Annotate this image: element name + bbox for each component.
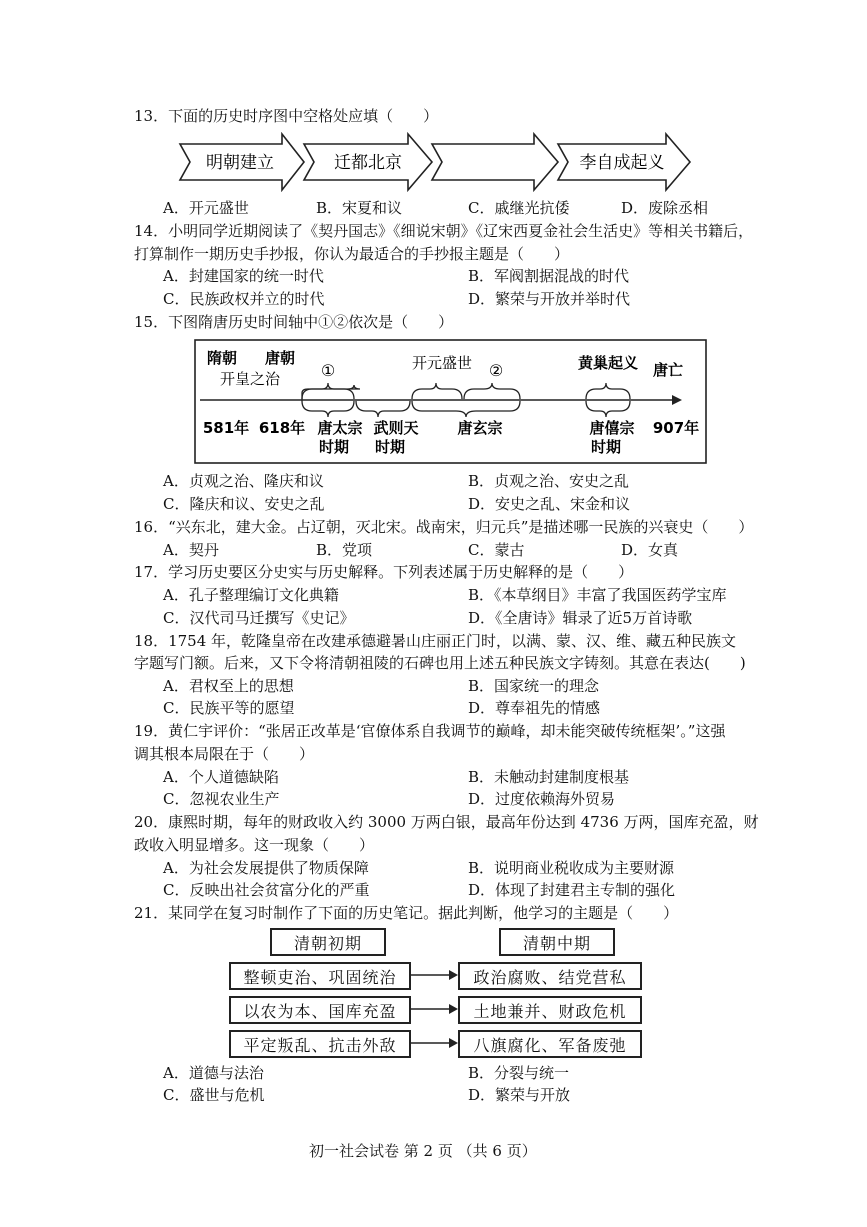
- label-xuanzong: 唐玄宗: [457, 419, 503, 437]
- q21-right-box-2: 土地兼并、财政危机: [458, 996, 642, 1024]
- q15-timeline: [194, 339, 708, 465]
- q20-option-b[interactable]: B．说明商业税收成为主要财源: [468, 859, 675, 877]
- label-huangchao: 黄巢起义: [577, 354, 639, 372]
- label-xizong: 唐僖宗: [589, 419, 635, 437]
- q13-option-c[interactable]: C．戚继光抗倭: [468, 199, 570, 217]
- q20-option-d[interactable]: D．体现了封建君主专制的强化: [468, 881, 676, 899]
- q13-arrow-3: [432, 134, 558, 190]
- q21-header-left: 清朝初期: [270, 928, 386, 956]
- q18-option-c[interactable]: C．民族平等的愿望: [163, 699, 295, 717]
- q21-header-right: 清朝中期: [499, 928, 615, 956]
- q21-left-box-2: 以农为本、国库充盈: [229, 996, 411, 1024]
- page-footer: 初一社会试卷 第 2 页 （共 6 页）: [309, 1142, 537, 1160]
- q13-option-d[interactable]: D．废除丞相: [621, 199, 709, 217]
- label-year-581: 581年: [202, 419, 250, 437]
- q19-stem-line1: 19．黄仁宇评价：“张居正改革是‘官僚体系自我调节的巅峰，却未能突破传统框架’。”这强: [134, 722, 726, 740]
- q17-stem: 17．学习历史要区分史实与历史解释。下列表述属于历史解释的是（ ）: [134, 563, 634, 581]
- label-marker-1: ①: [320, 361, 336, 380]
- q21-stem: 21．某同学在复习时制作了下面的历史笔记。据此判断，他学习的主题是（ ）: [134, 904, 679, 922]
- q21-left-box-1: 整顿吏治、巩固统治: [229, 962, 411, 990]
- q20-option-a[interactable]: A．为社会发展提供了物质保障: [163, 859, 369, 877]
- q14-option-b[interactable]: B．军阀割据混战的时代: [468, 267, 630, 285]
- q18-stem-line2: 字题写门额。后来，又下令将清朝祖陵的石碑也用上述五种民族文字铸刻。其意在表达( ): [134, 654, 746, 672]
- q16-option-a[interactable]: A．契丹: [163, 541, 219, 559]
- q15-option-b[interactable]: B．贞观之治、安史之乱: [468, 472, 630, 490]
- q21-arrows: [409, 960, 459, 1060]
- q15-option-d[interactable]: D．安史之乱、宋金和议: [468, 495, 631, 513]
- q21-arrowhead-2: [449, 1004, 458, 1014]
- q17-option-d[interactable]: D．《全唐诗》辑录了近5万首诗歌: [468, 609, 693, 627]
- q21-option-c[interactable]: C．盛世与危机: [163, 1086, 265, 1104]
- label-year-907: 907年: [652, 419, 700, 437]
- label-marker-2: ②: [488, 361, 504, 380]
- q13-option-a[interactable]: A．开元盛世: [163, 199, 249, 217]
- q14-option-a[interactable]: A．封建国家的统一时代: [163, 267, 324, 285]
- q14-option-d[interactable]: D．繁荣与开放并举时代: [468, 290, 631, 308]
- q15-stem: 15．下图隋唐历史时间轴中①②依次是（ ）: [134, 313, 454, 331]
- q19-stem-line2: 调其根本局限在于（ ）: [134, 745, 315, 763]
- label-tangwang: 唐亡: [652, 361, 684, 379]
- q13-arrow-label-1: 明朝建立: [206, 153, 274, 173]
- q13-sequence-diagram: [178, 132, 693, 192]
- q15-option-c[interactable]: C．隆庆和议、安史之乱: [163, 495, 325, 513]
- q13-stem: 13．下面的历史时序图中空格处应填（ ）: [134, 107, 439, 125]
- q17-option-c[interactable]: C．汉代司马迁撰写《史记》: [163, 609, 355, 627]
- label-tang: 唐朝: [264, 349, 296, 367]
- q19-option-d[interactable]: D．过度依赖海外贸易: [468, 790, 616, 808]
- label-xizong-period: 时期: [590, 438, 622, 456]
- label-year-618: 618年: [258, 419, 306, 437]
- label-taizong: 唐太宗: [317, 419, 363, 437]
- q19-option-c[interactable]: C．忽视农业生产: [163, 790, 280, 808]
- label-wuzetian: 武则天: [373, 419, 419, 437]
- q16-option-d[interactable]: D．女真: [621, 541, 679, 559]
- q20-stem-line1: 20．康熙时期，每年的财政收入约 3000 万两白银，最高年份达到 4736 万两，国库充盈，财: [134, 813, 759, 831]
- q13-option-b[interactable]: B．宋夏和议: [316, 199, 403, 217]
- q16-option-c[interactable]: C．蒙古: [468, 541, 525, 559]
- q13-arrow-label-2: 迁都北京: [334, 153, 402, 173]
- q21-right-box-3: 八旗腐化、军备废弛: [458, 1030, 642, 1058]
- q21-arrowhead-3: [449, 1038, 458, 1048]
- q21-right-box-1: 政治腐败、结党营私: [458, 962, 642, 990]
- q14-stem-line1: 14．小明同学近期阅读了《契丹国志》《细说宋朝》《辽宋西夏金社会生活史》等相关书籍后，: [134, 222, 754, 240]
- label-kaihuang: 开皇之治: [219, 370, 281, 388]
- label-kaiyuan: 开元盛世: [411, 354, 473, 372]
- q13-arrow-label-4: 李自成起义: [579, 153, 665, 173]
- q18-option-b[interactable]: B．国家统一的理念: [468, 677, 600, 695]
- label-taizong-period: 时期: [318, 438, 350, 456]
- q19-option-b[interactable]: B．未触动封建制度根基: [468, 768, 630, 786]
- q18-stem-line1: 18．1754 年，乾隆皇帝在改建承德避暑山庄丽正门时，以满、蒙、汉、维、藏五种民族文: [134, 632, 737, 650]
- q14-option-c[interactable]: C．民族政权并立的时代: [163, 290, 325, 308]
- q17-option-a[interactable]: A．孔子整理编订文化典籍: [163, 586, 339, 604]
- q18-option-a[interactable]: A．君权至上的思想: [163, 677, 294, 695]
- q16-stem: 16．“兴东北，建大金。占辽朝，灭北宋。战南宋，归元兵”是描述哪一民族的兴衰史（ ）: [134, 518, 754, 536]
- q15-option-a[interactable]: A．贞观之治、隆庆和议: [163, 472, 324, 490]
- q21-option-d[interactable]: D．繁荣与开放: [468, 1086, 571, 1104]
- q17-option-b[interactable]: B．《本草纲目》丰富了我国医药学宝库: [468, 586, 727, 604]
- q20-option-c[interactable]: C．反映出社会贫富分化的严重: [163, 881, 370, 899]
- q20-stem-line2: 政收入明显增多。这一现象（ ）: [134, 836, 375, 854]
- q21-arrowhead-1: [449, 970, 458, 980]
- label-wuzetian-period: 时期: [374, 438, 406, 456]
- q21-option-a[interactable]: A．道德与法治: [163, 1064, 264, 1082]
- q14-stem-line2: 打算制作一期历史手抄报，你认为最适合的手抄报主题是（ ）: [134, 245, 570, 263]
- q16-option-b[interactable]: B．党项: [316, 541, 373, 559]
- q18-option-d[interactable]: D．尊奉祖先的情感: [468, 699, 601, 717]
- q21-option-b[interactable]: B．分裂与统一: [468, 1064, 570, 1082]
- q19-option-a[interactable]: A．个人道德缺陷: [163, 768, 279, 786]
- q21-left-box-3: 平定叛乱、抗击外敌: [229, 1030, 411, 1058]
- label-sui: 隋朝: [206, 349, 238, 367]
